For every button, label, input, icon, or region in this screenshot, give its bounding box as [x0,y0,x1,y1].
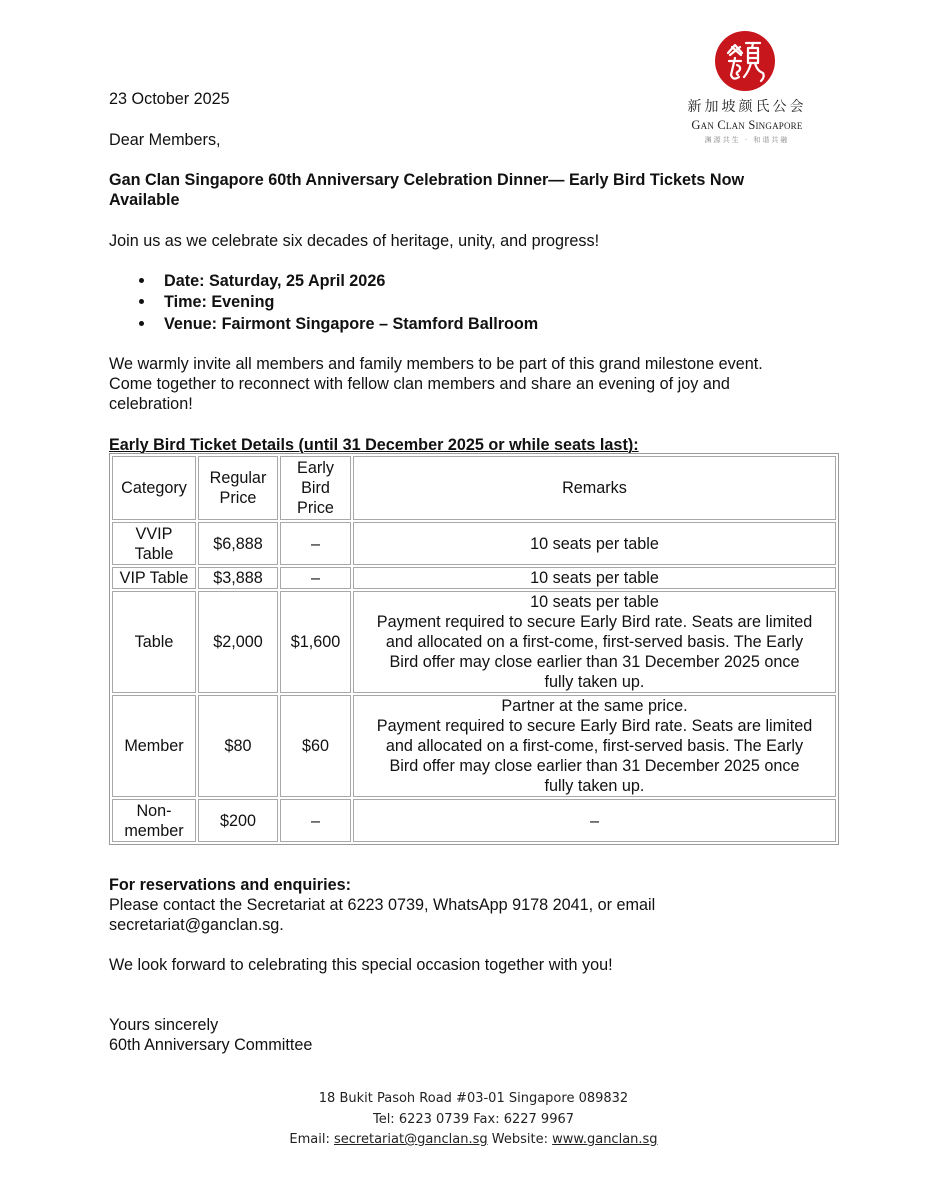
gan-character-seal-icon [715,31,775,91]
remarks-text: Bird offer may close earlier than 31 December 2025 once [389,757,800,775]
cell-category: VIP Table [112,567,196,589]
event-venue [136,314,538,335]
header-text: Bird [301,479,330,497]
cell-category [112,522,196,565]
clan-logo [672,28,822,153]
category-text: Non- [136,801,172,820]
logo-tagline: 渊源共生 · 和谐共融 [704,136,790,144]
logo-english-name: Gan Clan Singapore [691,118,803,132]
event-date-text: Date: Saturday, 25 April 2026 [164,272,386,290]
footer-address: 18 Bukit Pasoh Road #03-01 Singapore 089832 [318,1091,629,1106]
category-text: VVIP [135,524,173,543]
header-text: Price [219,489,257,507]
table-row [112,567,836,589]
event-details-list [136,271,538,335]
header-text: Remarks [562,479,627,497]
cell-regular-price: $3,888 [198,567,278,589]
salutation: Dear Members, [109,131,221,149]
bullet-icon [139,299,144,304]
table-row [112,695,836,797]
enquiries-text [109,895,655,935]
cell-category: Table [112,591,196,693]
cell-regular-price: $6,888 [198,522,278,565]
header-remarks [353,456,836,520]
cell-early-bird-price: $60 [280,695,351,797]
event-venue-text: Venue: Fairmont Singapore – Stamford Ballroom [164,314,539,333]
enquiries-heading: For reservations and enquiries: [109,876,351,894]
remarks-text: Payment required to secure Early Bird rate. Seats are limited [376,613,813,631]
footer-phones: Tel: 6223 0739 Fax: 6227 9967 [372,1111,575,1127]
letter-title-line-2: Available [109,191,180,209]
bullet-icon [139,321,144,326]
remarks-text: and allocated on a first-come, first-served basis. The Early [385,633,804,651]
invitation-paragraph [109,354,763,414]
invitation-line: celebration! [109,395,193,413]
cell-remarks: 10 seats per table [353,522,836,565]
header-text: Price [297,499,334,517]
footer-website-label: Website: [491,1132,548,1147]
table-header-row [112,456,836,520]
letter-title-line-1: Gan Clan Singapore 60th Anniversary Celebration Dinner— Early Bird Tickets Now [109,171,745,189]
letter-title [109,170,744,210]
cell-remarks: – [353,799,836,842]
footer-email-label: Email: [289,1132,330,1147]
category-text: Table [134,544,174,563]
category-text: member [124,821,184,840]
event-time-text: Time: Evening [164,293,275,312]
event-date [136,271,538,292]
event-time [136,292,538,313]
remarks-text: fully taken up. [544,777,645,795]
enquiries-line: secretariat@ganclan.sg. [109,916,284,934]
cell-remarks [353,695,836,797]
bullet-icon [139,278,144,283]
footer-email-link[interactable]: secretariat@ganclan.sg [334,1132,488,1147]
remarks-text: Payment required to secure Early Bird rate. Seats are limited [376,717,813,735]
cell-early-bird-price: – [280,567,351,589]
enquiries-line: Please contact the Secretariat at 6223 0739, WhatsApp 9178 2041, or email [109,896,656,914]
letterhead-footer [0,1089,927,1151]
footer-contact [0,1130,927,1151]
remarks-text: Bird offer may close earlier than 31 December 2025 once [389,653,800,671]
cell-early-bird-price: – [280,799,351,842]
header-early-bird-price [280,456,351,520]
cell-remarks: 10 seats per table [353,567,836,589]
signature: 60th Anniversary Committee [109,1036,313,1054]
cell-regular-price: $80 [198,695,278,797]
intro-text: Join us as we celebrate six decades of heritage, unity, and progress! [109,232,600,250]
invitation-line: We warmly invite all members and family members to be part of this grand milestone event. [109,355,763,373]
cell-early-bird-price: $1,600 [280,591,351,693]
sign-off: Yours sincerely [109,1016,219,1034]
table-row [112,799,836,842]
header-text: Category [121,479,187,497]
invitation-line: Come together to reconnect with fellow clan members and share an evening of joy and [109,375,730,393]
cell-remarks [353,591,836,693]
header-category [112,456,196,520]
remarks-text: 10 seats per table [530,593,659,611]
cell-category: Member [112,695,196,797]
footer-website-link[interactable]: www.ganclan.sg [552,1132,658,1147]
remarks-text: fully taken up. [544,673,645,691]
ticket-table-heading: Early Bird Ticket Details (until 31 December 2025 or while seats last): [109,436,639,454]
table-row [112,522,836,565]
cell-early-bird-price: – [280,522,351,565]
ticket-table [109,453,839,845]
cell-regular-price: $2,000 [198,591,278,693]
letter-date: 23 October 2025 [109,90,230,108]
cell-regular-price: $200 [198,799,278,842]
remarks-text: and allocated on a first-come, first-served basis. The Early [385,737,804,755]
cell-category [112,799,196,842]
header-regular-price [198,456,278,520]
closing-message: We look forward to celebrating this special occasion together with you! [109,956,613,974]
remarks-text: Partner at the same price. [501,697,688,715]
table-row [112,591,836,693]
logo-chinese-name: 新加坡颜氏公会 [687,99,807,115]
header-text: Regular [209,469,267,487]
header-text: Early [297,459,334,477]
